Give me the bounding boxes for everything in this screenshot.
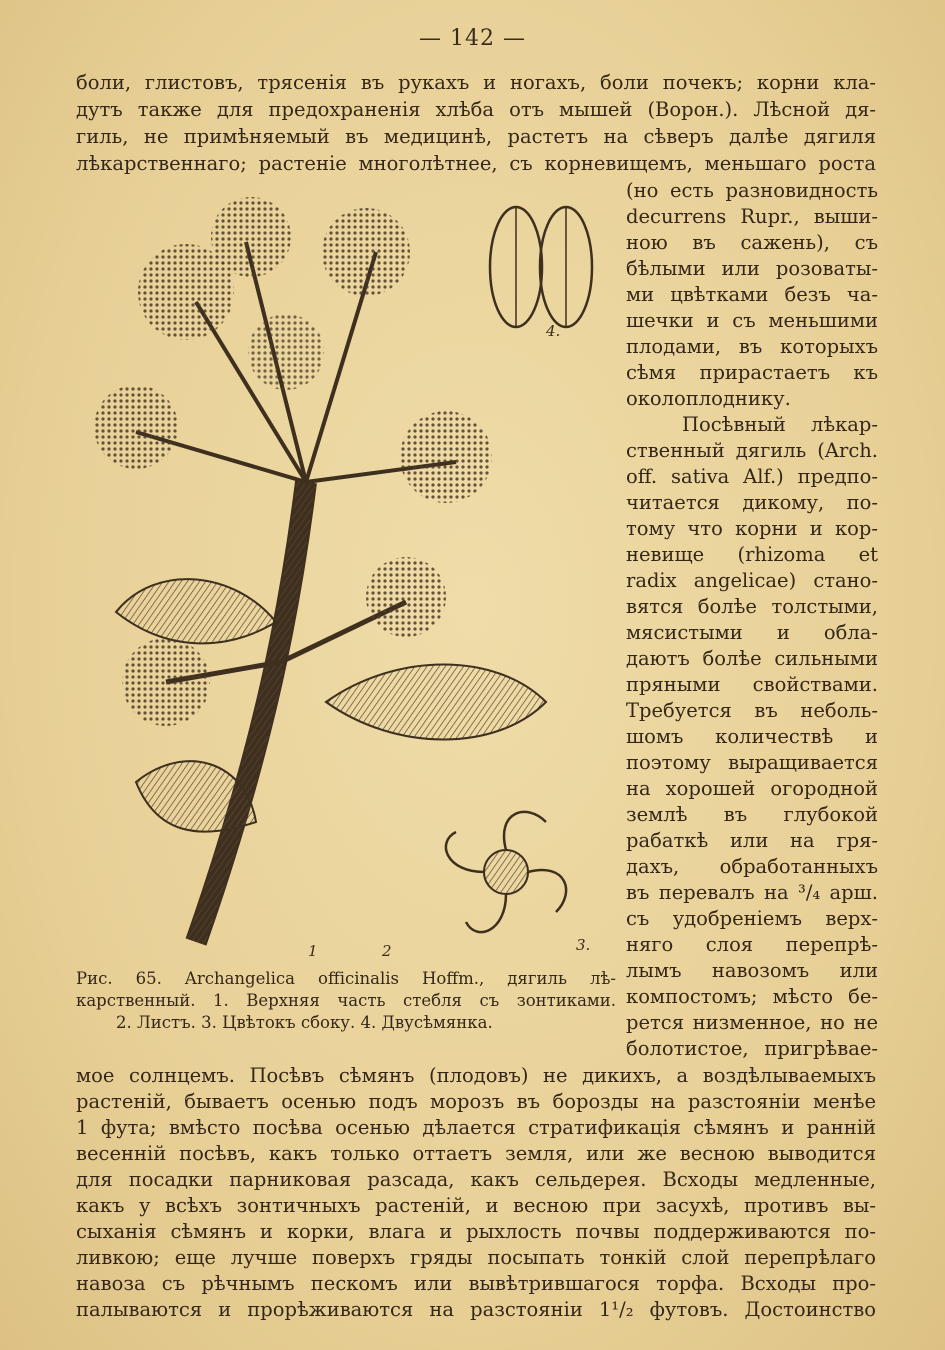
text-line: 1 фута; вмѣсто посѣва осенью дѣлается стратификація сѣмянъ и ранній <box>76 1116 876 1139</box>
text-line: боли, глистовъ, трясенія въ рукахъ и ногахъ, боли почекъ; корни кла- <box>76 71 876 94</box>
column-line: ми цвѣтками безъ ча- <box>626 283 878 306</box>
text-line: растеній, бываетъ осенью подъ морозъ въ борозды на разстояніи менѣе <box>76 1090 876 1113</box>
figure-label-3: 3. <box>576 936 591 954</box>
column-line: даютъ болѣе сильными <box>626 647 878 670</box>
text-line: навоза съ рѣчнымъ пескомъ или вывѣтрившагося торфа. Всходы про- <box>76 1272 876 1295</box>
text-line: весенній посѣвъ, какъ только оттаетъ земля, или же весною выводится <box>76 1142 876 1165</box>
column-line: невище (rhizoma et <box>626 543 878 566</box>
column-line: болотистое, пригрѣвае- <box>626 1037 878 1060</box>
column-line: съ удобреніемъ верх- <box>626 907 878 930</box>
column-line: decurrens Rupr., выши- <box>626 205 878 228</box>
figure-caption-line: Рис. 65. Archangelica officinalis Hoffm., дягиль лѣ- <box>76 969 616 988</box>
column-line: Требуется въ неболь- <box>626 699 878 722</box>
column-line: off. sativa Alf.) предпо- <box>626 465 878 488</box>
column-line: шомъ количествѣ и <box>626 725 878 748</box>
column-line: лымъ навозомъ или <box>626 959 878 982</box>
text-line: палываются и прорѣживаются на разстояніи 1¹/₂ футовъ. Достоинство <box>76 1298 876 1321</box>
figure-caption-line: карственный. 1. Верхняя часть стебля съ зонтиками. <box>76 991 616 1010</box>
column-line: рется низменное, но не <box>626 1011 878 1034</box>
column-line: въ перевалъ на ³/₄ арш. <box>626 881 878 904</box>
column-line: землѣ въ глубокой <box>626 803 878 826</box>
text-line: какъ у всѣхъ зонтичныхъ растеній, и весною при засухѣ, противъ вы- <box>76 1194 876 1217</box>
text-line: для посадки парниковая разсада, какъ сельдерея. Всходы медленные, <box>76 1168 876 1191</box>
figure-label-2: 2 <box>382 942 392 960</box>
column-line: компостомъ; мѣсто бе- <box>626 985 878 1008</box>
text-line: ливкою; еще лучше поверхъ гряды посыпать тонкій слой перепрѣлаго <box>76 1246 876 1269</box>
plant-drawing <box>76 182 616 960</box>
text-line: дутъ также для предохраненія хлѣба отъ мышей (Ворон.). Лѣсной дя- <box>76 98 876 121</box>
text-line: гиль, не примѣняемый въ медицинѣ, растетъ на сѣверъ далѣе дягиля <box>76 125 876 148</box>
column-line: шечки и съ меньшими <box>626 309 878 332</box>
column-line: рабаткѣ или на гря- <box>626 829 878 852</box>
column-line: ственный дягиль (Arch. <box>626 439 878 462</box>
figure-label-1: 1 <box>308 942 318 960</box>
column-line: мясистыми и обла- <box>626 621 878 644</box>
column-line: radix angelicae) стано- <box>626 569 878 592</box>
text-line: лѣкарственнаго; растеніе многолѣтнее, съ корневищемъ, меньшаго роста <box>76 152 876 175</box>
column-line: вятся болѣе толстыми, <box>626 595 878 618</box>
text-line: сыханія сѣмянъ и корки, влага и рыхлость почвы поддерживаются по- <box>76 1220 876 1243</box>
column-line: пряными свойствами. <box>626 673 878 696</box>
column-line: читается дикому, по- <box>626 491 878 514</box>
column-line: на хорошей огородной <box>626 777 878 800</box>
column-line: няго слоя перепрѣ- <box>626 933 878 956</box>
column-line: Посѣвный лѣкар- <box>682 413 878 436</box>
column-line: сѣмя прирастаетъ къ <box>626 361 878 384</box>
column-line: дахъ, обработанныхъ <box>626 855 878 878</box>
text-line: мое солнцемъ. Посѣвъ сѣмянъ (плодовъ) не дикихъ, а воздѣлываемыхъ <box>76 1064 876 1087</box>
column-line: тому что корни и кор- <box>626 517 878 540</box>
figure-label-4: 4. <box>546 322 561 340</box>
angelica-illustration <box>76 182 616 960</box>
column-line: (но есть разновидность <box>626 179 878 202</box>
column-line: околоплоднику. <box>626 387 791 410</box>
page-number: — 142 — <box>419 26 526 51</box>
column-line: бѣлыми или розоваты- <box>626 257 878 280</box>
column-line: поэтому выращивается <box>626 751 878 774</box>
figure-caption-line: 2. Листъ. 3. Цвѣтокъ сбоку. 4. Двусѣмянка. <box>116 1013 493 1032</box>
column-line: ною въ сажень), съ <box>626 231 878 254</box>
column-line: плодами, въ которыхъ <box>626 335 878 358</box>
